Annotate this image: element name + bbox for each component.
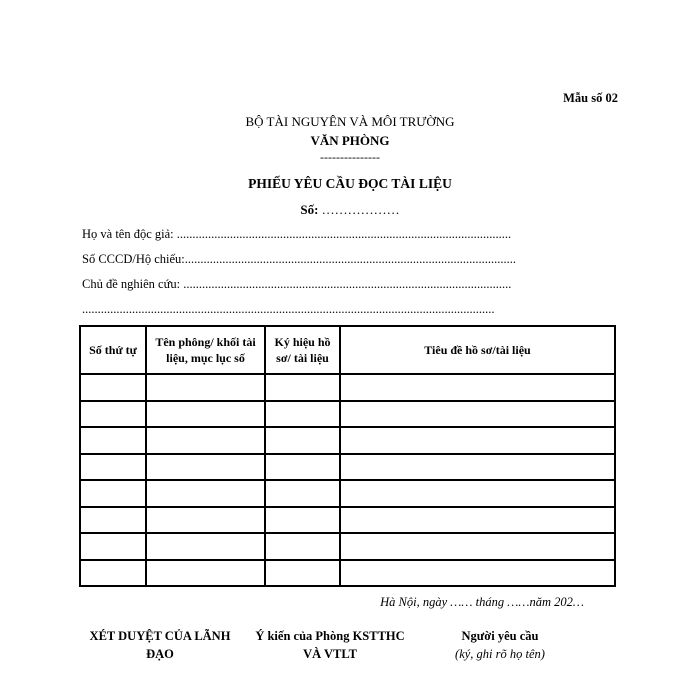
place-date: Hà Nội, ngày …… tháng ……năm 202… <box>380 595 584 609</box>
table-header-row <box>80 326 615 374</box>
table-cell[interactable] <box>80 560 146 587</box>
table-row <box>80 533 615 560</box>
table-row <box>80 454 615 481</box>
form-number-value[interactable]: ……………… <box>321 202 400 217</box>
col-header-index: Số thứ tự <box>80 326 146 374</box>
research-topic-field[interactable]: Chủ đề nghiên cứu: ......................................................................................................... <box>82 277 512 291</box>
table-row <box>80 560 615 587</box>
col-header-title: Tiêu đề hồ sơ/tài liệu <box>340 326 615 374</box>
table-cell[interactable] <box>146 533 265 560</box>
table-cell[interactable] <box>146 507 265 534</box>
table-cell[interactable] <box>340 507 615 534</box>
table-cell[interactable] <box>265 533 340 560</box>
ministry-name: BỘ TÀI NGUYÊN VÀ MÔI TRƯỜNG <box>245 114 455 129</box>
col-header-code: Ký hiệu hồ sơ/ tài liệu <box>265 326 340 374</box>
table-row <box>80 480 615 507</box>
form-title: PHIẾU YÊU CẦU ĐỌC TÀI LIỆU <box>248 176 452 191</box>
col-header-fond: Tên phông/ khối tài liệu, mục lục số <box>146 326 265 374</box>
table-cell[interactable] <box>265 427 340 454</box>
table-cell[interactable] <box>80 401 146 428</box>
table-cell[interactable] <box>265 480 340 507</box>
table-cell[interactable] <box>265 560 340 587</box>
table-cell[interactable] <box>146 480 265 507</box>
table-cell[interactable] <box>340 427 615 454</box>
table-row <box>80 507 615 534</box>
table-cell[interactable] <box>146 454 265 481</box>
table-cell[interactable] <box>80 533 146 560</box>
requester-signature <box>420 627 580 663</box>
id-passport-field[interactable]: Số CCCD/Hộ chiếu:.......................................................................................................... <box>82 252 517 266</box>
table-cell[interactable] <box>146 427 265 454</box>
form-number <box>0 202 700 218</box>
office-name: VĂN PHÒNG <box>310 133 390 148</box>
form-number-label: Số: <box>300 202 319 217</box>
table-cell[interactable] <box>340 560 615 587</box>
office-opinion-signature: Ý kiến của Phòng KSTTHC VÀ VTLT <box>255 629 405 662</box>
table-cell[interactable] <box>80 374 146 401</box>
table-cell[interactable] <box>146 374 265 401</box>
requester-note: (ký, ghi rõ họ tên) <box>455 647 545 662</box>
form-code: Mẫu số 02 <box>563 91 618 105</box>
table-cell[interactable] <box>340 401 615 428</box>
leader-approval-signature: XÉT DUYỆT CỦA LÃNH ĐẠO <box>89 629 231 662</box>
table-cell[interactable] <box>146 560 265 587</box>
table-cell[interactable] <box>265 507 340 534</box>
table-row <box>80 374 615 401</box>
table-cell[interactable] <box>265 454 340 481</box>
table-cell[interactable] <box>340 374 615 401</box>
research-topic-extra-line[interactable]: .................................................................................................................................... <box>82 302 495 316</box>
table-cell[interactable] <box>80 454 146 481</box>
table-cell[interactable] <box>80 480 146 507</box>
reader-name-field[interactable]: Họ và tên độc giả: ........................................................................................................... <box>82 227 512 241</box>
table-row <box>80 427 615 454</box>
table-cell[interactable] <box>265 374 340 401</box>
table-row <box>80 401 615 428</box>
requester-label: Người yêu cầu <box>461 629 539 643</box>
table-cell[interactable] <box>340 533 615 560</box>
document-request-table <box>79 325 616 587</box>
table-cell[interactable] <box>80 507 146 534</box>
table-cell[interactable] <box>146 401 265 428</box>
table-cell[interactable] <box>340 480 615 507</box>
table-cell[interactable] <box>265 401 340 428</box>
table-cell[interactable] <box>80 427 146 454</box>
header-divider: --------------- <box>320 150 380 164</box>
table-cell[interactable] <box>340 454 615 481</box>
